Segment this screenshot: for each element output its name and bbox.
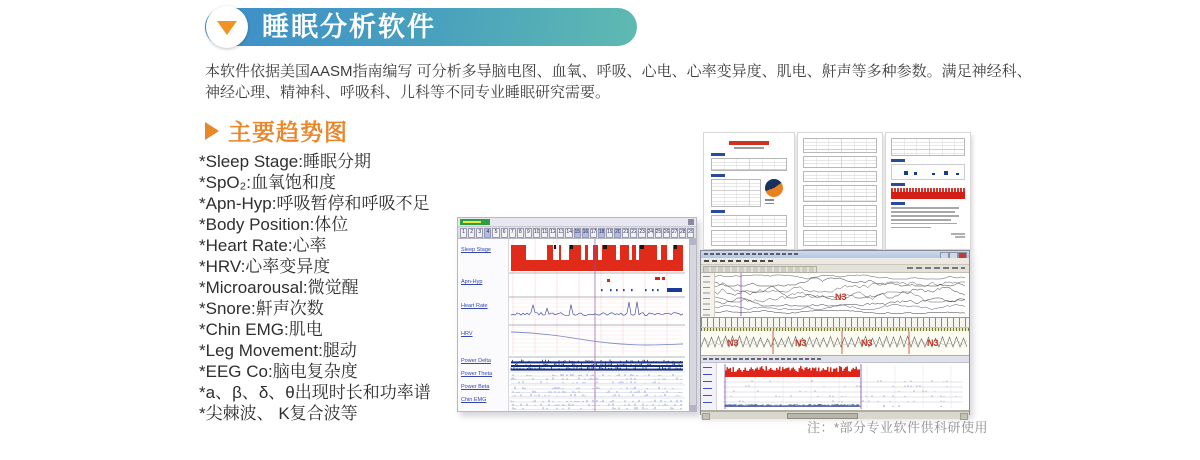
banner-bullet-circle <box>206 6 248 48</box>
psg-menu-items <box>704 260 776 262</box>
event-marker <box>904 171 908 175</box>
scroll-up-icon <box>690 239 696 245</box>
feature-item: *SpO₂:血氧饱和度 <box>199 173 336 192</box>
section-title: 主要趋势图 <box>228 119 348 145</box>
report-table <box>803 205 877 227</box>
epoch-button: 28 <box>679 228 686 238</box>
report-table <box>803 156 877 168</box>
report-table <box>711 215 787 227</box>
report-section-heading <box>711 153 725 156</box>
psg-eeg-area <box>701 273 969 318</box>
psg-stage-band <box>701 328 969 356</box>
pie-legend <box>765 203 774 205</box>
epoch-button: 11 <box>541 228 548 238</box>
page-title: 睡眠分析软件 <box>262 12 436 42</box>
pie-legend <box>765 199 774 201</box>
epoch-button: 2 <box>468 228 475 238</box>
report-table <box>803 138 877 153</box>
feature-list <box>199 151 431 424</box>
epoch-button: 4 <box>484 228 491 238</box>
epoch-button: 3 <box>476 228 483 238</box>
report-table <box>803 230 877 246</box>
report-section-heading <box>891 159 905 162</box>
trend-plot-area <box>509 239 689 411</box>
psg-eeg-channel-labels <box>701 273 715 317</box>
svg-text:N3: N3 <box>927 338 939 348</box>
event-marker <box>956 173 959 175</box>
epoch-button: 7 <box>509 228 516 238</box>
report-text-line <box>891 227 931 229</box>
report-page-3 <box>885 132 971 250</box>
psg-toolbar-buttons <box>703 266 817 273</box>
report-page-2 <box>797 132 883 250</box>
footnote: 注：*部分专业软件供科研使用 <box>807 420 989 435</box>
epoch-button: 12 <box>549 228 556 238</box>
psg-toolbar-status <box>907 267 965 269</box>
event-marker <box>944 171 948 175</box>
trend-channel-label: Power Delta <box>461 358 491 364</box>
red-bar-chart <box>891 188 965 199</box>
epoch-button: 23 <box>638 228 645 238</box>
feature-item: *Body Position:体位 <box>199 215 349 234</box>
report-text-line <box>891 223 957 225</box>
svg-text:N3: N3 <box>861 338 873 348</box>
psg-menubar <box>701 258 969 265</box>
epoch-button: 14 <box>565 228 572 238</box>
trend-epoch-toolbar <box>458 227 696 239</box>
trend-channel-label: Chin EMG <box>461 397 487 403</box>
trend-channel-labels <box>458 239 509 411</box>
intro-paragraph: 本软件依据美国AASM指南编写 可分析多导脑电图、血氧、呼吸、心电、心率变异度、肌电、鼾声等多种参数。满足神经科、神经心理、精神科、呼吸科、儿科等不同专业睡眠研究需要。 <box>205 63 1032 101</box>
report-text-line <box>891 215 959 217</box>
triangle-down-icon <box>217 21 237 35</box>
psg-trend-channel-labels <box>701 363 717 410</box>
epoch-button: 25 <box>655 228 662 238</box>
triangle-right-icon <box>205 122 219 140</box>
trend-channel-label: Power Theta <box>461 371 493 377</box>
report-section-heading <box>891 202 905 205</box>
trend-channel-label: Sleep Stage <box>461 247 491 253</box>
trend-close-icon <box>688 219 694 225</box>
psg-eeg-svg <box>715 273 967 316</box>
psg-trend-panel <box>701 356 969 411</box>
epoch-button: 24 <box>647 228 654 238</box>
psg-trend-toolbar <box>701 356 969 363</box>
report-text-line <box>891 207 959 209</box>
svg-text:N3: N3 <box>727 338 739 348</box>
psg-title-text <box>704 253 799 255</box>
psg-titlebar <box>701 251 969 258</box>
report-table <box>711 179 761 207</box>
feature-item: *a、β、δ、θ出现时长和功率谱 <box>199 383 431 402</box>
scroll-down-icon <box>690 405 696 411</box>
psg-toolbar <box>701 265 969 273</box>
epoch-button: 26 <box>663 228 670 238</box>
epoch-button: 27 <box>671 228 678 238</box>
event-plot <box>891 164 965 180</box>
psg-software-screenshot <box>700 250 970 415</box>
epoch-button: 20 <box>614 228 621 238</box>
epoch-button: 8 <box>517 228 524 238</box>
event-marker <box>932 173 935 175</box>
svg-text:N3: N3 <box>835 292 847 302</box>
trend-channel-label: HRV <box>461 331 473 337</box>
trend-window-tab <box>460 219 490 225</box>
epoch-button: 22 <box>630 228 637 238</box>
report-subtitle-bar <box>734 147 764 149</box>
epoch-button: 5 <box>492 228 499 238</box>
report-page-1 <box>703 132 795 250</box>
trend-software-screenshot <box>457 217 697 412</box>
trend-channel-label: Heart Rate <box>461 303 488 309</box>
report-text-line <box>891 211 955 213</box>
feature-item: *Heart Rate:心率 <box>199 236 327 255</box>
report-footer-line <box>951 233 965 235</box>
section-heading <box>205 114 348 147</box>
trend-vertical-scrollbar <box>689 239 696 411</box>
feature-item: *Chin EMG:肌电 <box>199 320 323 339</box>
epoch-button: 13 <box>557 228 564 238</box>
feature-item: *尖棘波、 K复合波等 <box>199 404 358 423</box>
epoch-button: 17 <box>590 228 597 238</box>
report-table <box>803 171 877 182</box>
epoch-button: 16 <box>582 228 589 238</box>
epoch-button: 18 <box>598 228 605 238</box>
pie-chart <box>765 179 783 197</box>
psg-ruler <box>701 318 969 328</box>
trend-channel-label: Apn-Hyp <box>461 279 483 285</box>
feature-item: *Sleep Stage:睡眠分期 <box>199 152 371 171</box>
report-table <box>891 138 965 156</box>
svg-text:N3: N3 <box>795 338 807 348</box>
report-title-bar <box>729 141 769 145</box>
event-marker <box>914 172 917 175</box>
epoch-button: 19 <box>606 228 613 238</box>
epoch-button: 9 <box>525 228 532 238</box>
feature-item: *HRV:心率变异度 <box>199 257 331 276</box>
psg-stage-band-svg <box>701 331 967 354</box>
trend-window-titlebar <box>458 218 696 227</box>
trend-plot-svg <box>509 239 685 411</box>
epoch-button: 10 <box>533 228 540 238</box>
epoch-button: 21 <box>622 228 629 238</box>
epoch-button: 1 <box>460 228 467 238</box>
trend-window-body <box>458 239 696 411</box>
feature-item: *EEG Co:脑电复杂度 <box>199 362 358 381</box>
report-section-heading <box>711 210 725 213</box>
report-table <box>711 158 787 171</box>
trend-channel-label: Power Beta <box>461 384 490 390</box>
epoch-button: 29 <box>687 228 694 238</box>
epoch-button: 15 <box>574 228 581 238</box>
epoch-button: 6 <box>501 228 508 238</box>
report-table <box>711 230 787 246</box>
report-text-line <box>891 219 951 221</box>
report-section-heading <box>891 183 905 186</box>
report-footer-line <box>955 236 965 238</box>
feature-item: *Apn-Hyp:呼吸暂停和呼吸不足 <box>199 194 430 213</box>
report-section-heading <box>711 174 725 177</box>
psg-trend-svg <box>717 363 967 410</box>
feature-item: *Leg Movement:腿动 <box>199 341 357 360</box>
feature-item: *Microarousal:微觉醒 <box>199 278 359 297</box>
feature-item: *Snore:鼾声次数 <box>199 299 324 318</box>
psg-trend-toolbar-buttons <box>703 358 823 360</box>
report-table <box>803 185 877 202</box>
scroll-left-icon <box>702 413 710 420</box>
